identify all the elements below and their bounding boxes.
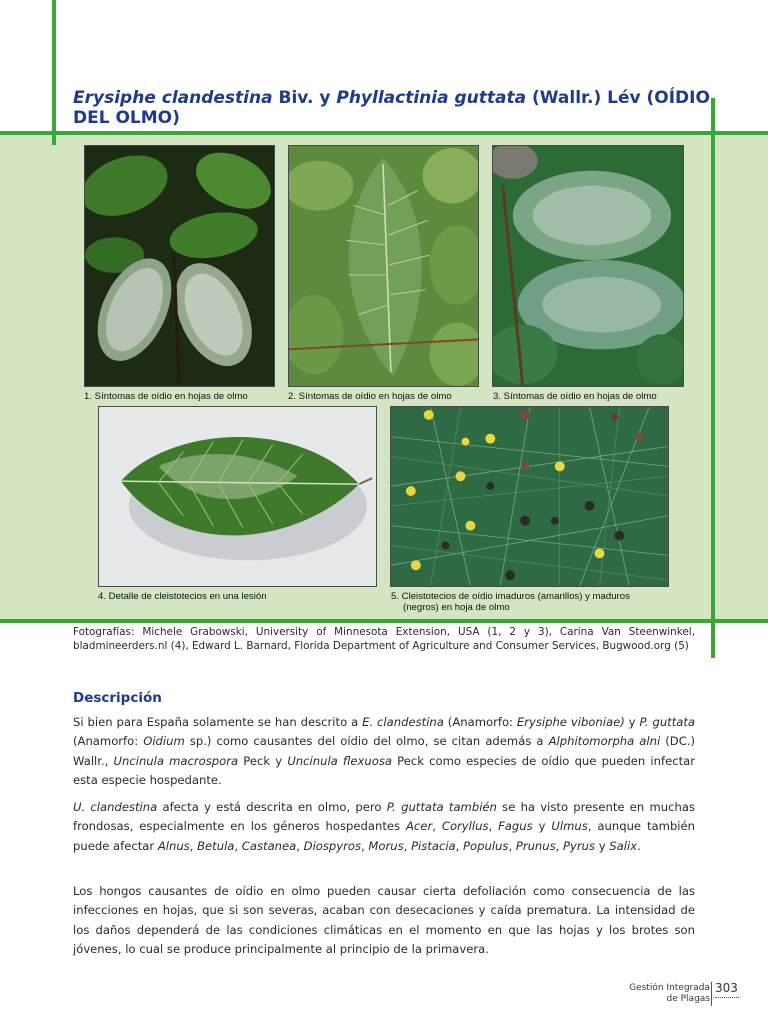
footer-divider [711,982,712,1006]
photo-1-leaves-powdery [84,145,275,387]
photo-3-image [493,146,683,386]
paragraph-2: U. clandestina afecta y está descrita en olmo, pero P. guttata también se ha visto presente en muchas frondosas, especialmente en los géneros hospedantes Acer, Coryllus, Fagus y Ulmus, aunque también puede afectar Alnus, Betula, Castanea, Diospyros, Morus, Pistacia, Populus, Prunus, Pyrus y Salix. [73,800,696,853]
photo-2-image [289,146,478,386]
photo-4-leaf-lesion [98,406,377,587]
footer-publication-label [629,983,710,1005]
right-green-rule [711,98,715,658]
caption-3: 3. Síntomas de oídio en hojas de olmo [493,391,657,402]
page-number-underline [715,997,739,998]
title-species-2: Phyllactinia guttata [336,88,527,108]
title-connector: Biv. y [272,88,337,108]
caption-4: 4. Detalle de cleistotecios en una lesión [98,591,267,602]
photo-5-image [391,407,668,586]
photo-2-leaf-powdery [288,145,479,387]
bottom-green-rule [0,619,768,623]
caption-5 [391,591,670,613]
footer-line-1: Gestión Integrada [629,983,710,993]
title-suffix: (Wallr.) Lév (OÍDIO DEL OLMO) [73,88,710,128]
photo-3-foliage-powdery [492,145,684,387]
top-green-rule [0,131,768,135]
photo-credits: Fotografías: Michele Grabowski, University of Minnesota Extension, USA (1, 2 y 3), Carina Van Steenwinkel, bladmineerders.nl (4), Edward L. Barnard, Florida Department of Agriculture and Consumer Services, Bugwood.org (5) [73,626,695,652]
photo-5-cleistothecia [390,406,669,587]
page-title [73,88,713,128]
section-heading: Descripción [73,690,162,706]
caption-5-line-1: 5. Cleistotecios de oídio imaduros (amarillos) y maduros [391,591,630,602]
caption-5-line-2: (negros) en hoja de olmo [403,602,510,613]
page-number: 303 [715,981,738,995]
photo-1-image [85,146,274,386]
caption-2: 2. Síntomas de oídio en hojas de olmo [288,391,452,402]
paragraph-3: Los hongos causantes de oídio en olmo pueden causar cierta defoliación como consecuencia de las infecciones en hojas, que si son severas, acaban con desecaciones y caída prematura. La intensidad de los daños dependerá de las condiciones climáticas en el momento en que las hojas y los brotes son jóvenes, lo cual se produce principalmente al principio de la primavera. [73,884,695,957]
title-species-1: Erysiphe clandestina [73,88,273,108]
caption-1: 1. Síntomas de oídio en hojas de olmo [84,391,248,402]
left-green-rule [52,0,56,145]
photo-4-image [99,407,376,586]
footer-line-2: de Plagas [666,994,710,1004]
paragraph-1: Si bien para España solamente se han descrito a E. clandestina (Anamorfo: Erysiphe viboniae) y P. guttata (Anamorfo: Oidium sp.) como causantes del oídio del olmo, se citan además a Alphitomorpha alni (DC.) Wallr., Uncinula macrospora Peck y Uncinula flexuosa Peck como especies de oídio que pueden infectar esta especie hospedante. [73,715,696,788]
